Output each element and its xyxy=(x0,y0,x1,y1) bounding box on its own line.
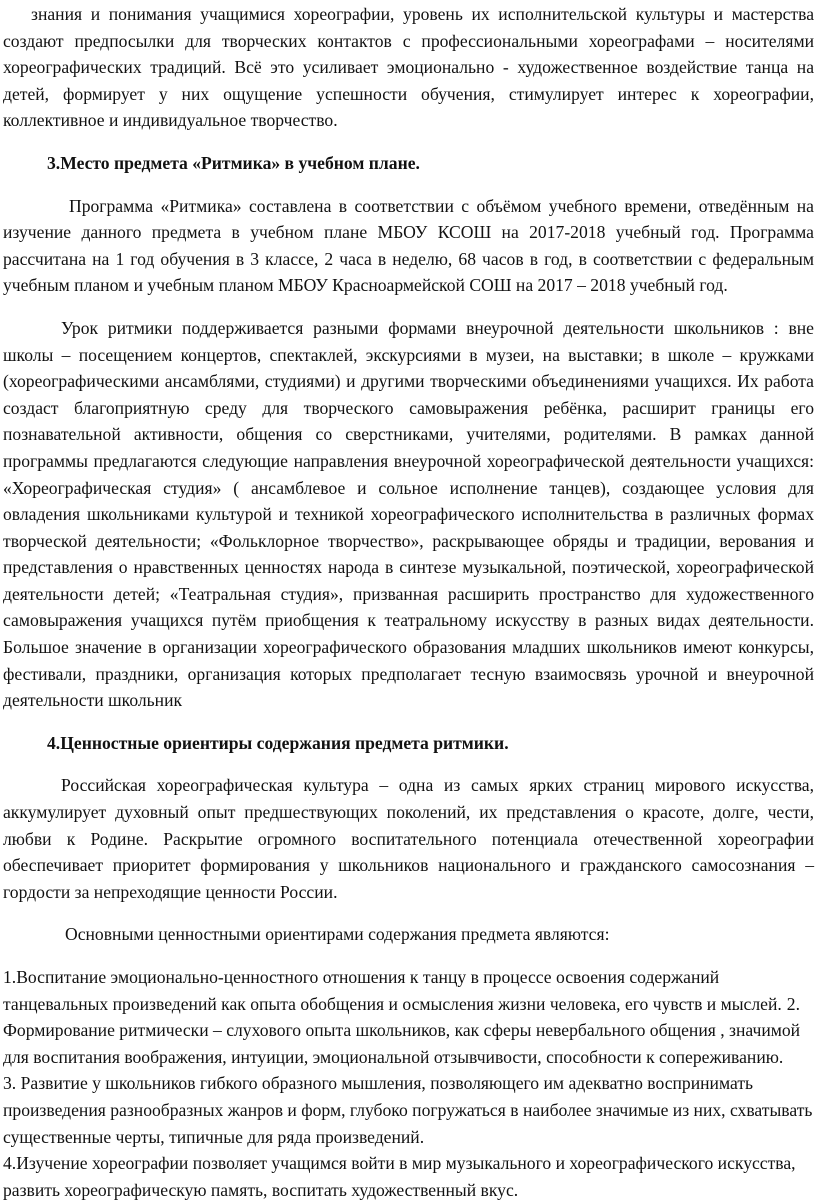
intro-paragraph: знания и понимания учащимися хореографии, уровень их исполнительской культуры и мастерства создают предпосылки для творческих контактов с профессиональными хореографами – носителями хореографических традиций. Всё это усиливает эмоционально - художественное воздействие танца на детей, формирует у них ощущение успешности обучения, стимулирует интерес к хореографии, коллективное и индивидуальное творчество. xyxy=(3,4,814,131)
values-list-item-1-text: 1.Воспитание эмоционально-ценностного отношения к танцу в процессе освоения содержаний танцевальных произведений как опыта обобщения и осмысления жизни человека, его чувств и мыслей. xyxy=(3,967,782,1014)
values-list-item-3: 3. Развитие у школьников гибкого образного мышления, позволяющего им адекватно воспринимать произведения разнообразных жанров и форм, глубоко погружаться в наиболее значимые из них, схватывать существенные черты, типичные для ряда произведений. xyxy=(3,1073,813,1147)
values-list-item-2: Формирование ритмически – слухового опыта школьников, как сферы невербального общения , значимой для воспитания воображения, интуиции, эмоциональной отзывчивости, способности к сопереживанию. xyxy=(3,1020,801,1067)
values-list-item-2-number: 2. xyxy=(786,993,800,1014)
section-3-heading: 3.Место предмета «Ритмика» в учебном плане. xyxy=(47,152,420,173)
program-paragraph: Программа «Ритмика» составлена в соответствии с объёмом учебного времени, отведённым на изучение данного предмета в учебном плане МБОУ КСОШ на 2017-2018 учебный год. Программа рассчитана на 1 год обучения в 3 классе, 2 часа в неделю, 68 часов в год, в соответствии с федеральным учебным планом и учебным планом МБОУ Красноармейской СОШ на 2017 – 2018 учебный год. xyxy=(3,195,814,296)
values-list xyxy=(3,964,814,1203)
values-intro-paragraph: Основными ценностными ориентирами содержания предмета являются: xyxy=(65,924,610,945)
section-4-heading: 4.Ценностные ориентиры содержания предмета ритмики. xyxy=(47,732,509,753)
lesson-forms-paragraph: Урок ритмики поддерживается разными формами внеурочной деятельности школьников : вне школы – посещением концертов, спектаклей, экскурсиями в музеи, на выставки; в школе – кружками (хореографическими ансамблями, студиями) и другими творческими объединениями учащихся. Их работа создаст благоприятную среду для творческого самовыражения ребёнка, расширит границы его познавательной активности, общения со сверстниками, учителями, родителями. В рамках данной программы предлагаются следующие направления внеурочной хореографической деятельности учащихся: «Хореографическая студия» ( ансамблевое и сольное исполнение танцев), создающее условия для овладения школьниками культурой и техникой хореографического исполнительства в различных формах творческой деятельности; «Фольклорное творчество», раскрывающее обряды и традиции, верования и представления о нравственных ценностях народа в синтезе музыкальной, поэтической, хореографической деятельности детей; «Театральная студия», призванная расширить пространство для художественного самовыражения учащихся путём приобщения к театральному искусству в разных видах деятельности. Большое значение в организации хореографического образования младших школьников имеют конкурсы, фестивали, праздники, организация которых предполагает тесную взаимосвязь урочной и внеурочной деятельности школьник xyxy=(3,317,814,711)
values-list-item-4: 4.Изучение хореографии позволяет учащимся войти в мир музыкального и хореографического искусства, развить хореографическую память, воспитать художественный вкус. xyxy=(3,1153,796,1200)
culture-paragraph: Российская хореографическая культура – одна из самых ярких страниц мирового искусства, аккумулирует духовный опыт предшествующих поколений, их представления о красоте, долге, чести, любви к Родине. Раскрытие огромного воспитательного потенциала отечественной хореографии обеспечивает приоритет формирования у школьников национального и гражданского самосознания – гордости за непреходящие ценности России. xyxy=(3,775,814,902)
values-list-item-1 xyxy=(3,964,814,1017)
